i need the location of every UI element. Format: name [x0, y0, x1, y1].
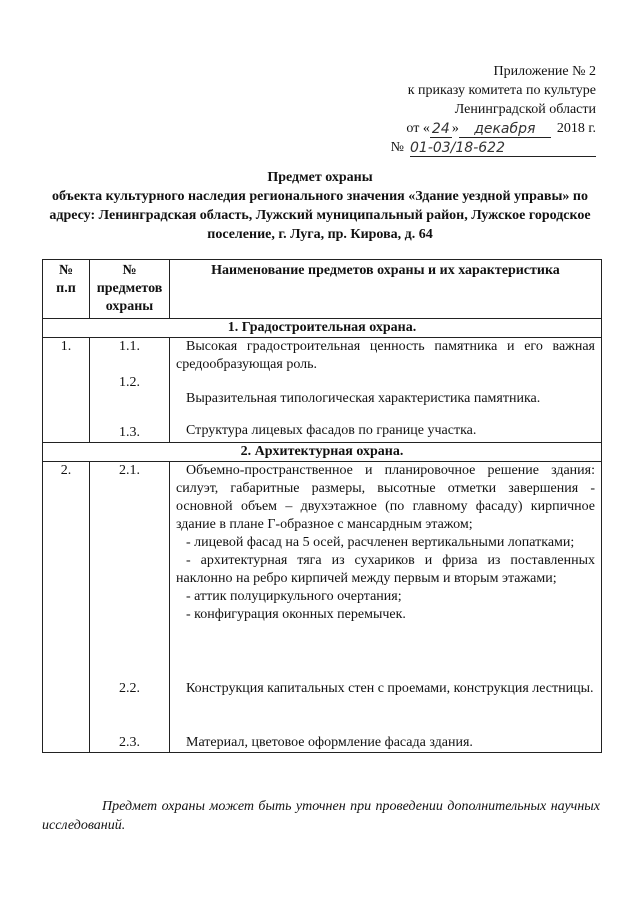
date-year: 2018 г.: [556, 121, 596, 136]
description-text: Конструкция капитальных стен с проемами, конструкция лестницы.: [186, 681, 594, 696]
appendix-date-line: [336, 119, 596, 138]
date-day-handwritten: 24: [430, 121, 452, 138]
sub-number: 1.1.: [119, 339, 140, 354]
row-number: 1.: [43, 338, 90, 443]
appendix-region-line: Ленинградской области: [454, 102, 596, 117]
appendix-number-line: [336, 138, 596, 157]
date-mid: »: [451, 121, 459, 136]
sub-number: 1.3.: [119, 425, 140, 440]
description-text: Высокая градостроительная ценность памятника и его важная средообразующая роль.: [176, 339, 595, 372]
table-row: [43, 462, 602, 753]
sub-number: 2.2.: [119, 681, 140, 696]
table-row: [43, 338, 602, 443]
appendix-order-line: к приказу комитета по культуре: [407, 83, 596, 98]
sub-numbers-cell: [90, 462, 170, 753]
row-number: 2.: [43, 462, 90, 753]
table-header-row: [43, 260, 602, 319]
sub-numbers-cell: [90, 338, 170, 443]
sub-number: 1.2.: [119, 375, 140, 390]
section-1-row: [43, 319, 602, 338]
description-text: Материал, цветовое оформление фасада здания.: [186, 735, 473, 750]
header-item-number: № предметов охраны: [90, 260, 170, 319]
list-item: - лицевой фасад на 5 осей, расчленен вертикальными лопатками;: [186, 535, 575, 550]
sub-number: 2.3.: [119, 735, 140, 750]
header-number: № п.п: [43, 260, 90, 319]
section-2-title: 2. Архитектурная охрана.: [43, 443, 602, 462]
document-title: [40, 168, 600, 244]
date-month-handwritten: декабря: [459, 121, 551, 138]
title-line-1: Предмет охраны: [267, 170, 373, 185]
section-2-row: [43, 443, 602, 462]
list-item: - аттик полуциркульного очертания;: [186, 589, 402, 604]
date-prefix: от «: [406, 121, 430, 136]
description-cell: [170, 338, 602, 443]
sub-number: 2.1.: [119, 463, 140, 478]
title-line-2: объекта культурного наследия регионального значения «Здание уездной управы» по адресу: Ленинградская область, Лужский муниципальный район, Лужское городское поселение, г. Луга, пр. Кирова, д. 64: [49, 189, 591, 242]
section-1-title: 1. Градостроительная охрана.: [43, 319, 602, 338]
header-description: Наименование предметов охраны и их характеристика: [170, 260, 602, 319]
footnote: Предмет охраны может быть уточнен при проведении дополнительных научных исследований.: [42, 799, 600, 833]
description-intro: Объемно-пространственное и планировочное решение здания: силуэт, габаритные размеры, высотные отметки завершения - основной объем – двухэтажное (по главному фасаду) кирпичное здание в плане Г-образное с мансардным этажом;: [176, 463, 595, 532]
protection-table: [42, 259, 602, 753]
description-text: Структура лицевых фасадов по границе участка.: [186, 423, 477, 438]
list-item: - конфигурация оконных перемычек.: [186, 607, 406, 622]
description-block: [176, 462, 595, 680]
description-text: Выразительная типологическая характеристика памятника.: [186, 391, 541, 406]
appendix-block: [336, 62, 596, 157]
order-number-handwritten: 01-03/18-622: [410, 140, 596, 157]
number-prefix: №: [390, 140, 404, 155]
list-item: - архитектурная тяга из сухариков и фриза из поставленных наклонно на ребро кирпичей между первым и вторым этажами;: [176, 553, 595, 586]
description-cell: [170, 462, 602, 753]
appendix-title: Приложение № 2: [493, 64, 596, 79]
